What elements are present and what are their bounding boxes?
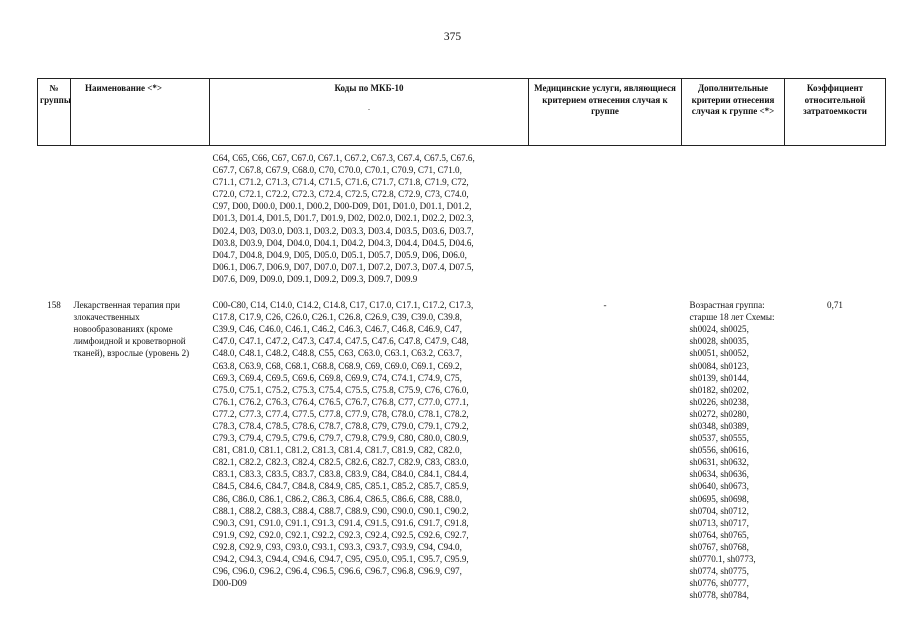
cell-icd-codes: C00-C80, C14, C14.0, C14.2, C14.8, C17, C17.0, C17.1, C17.2, C17.3, C17.8, C17.9, C26, C26.0, C26.1, C26.8, C26.9, C39, C39.0, C39.8, C39.9, C46, C46.0, C46.1, C46.2, C46.3, C46.7, C46.8, C46.9, C47, C47.0, C47.1, C47.2, C47.3, C47.4, C47.5, C47.6, C47.8, C47.9, C48, C48.0, C48.1, C48.2, C48.8, C55, C63, C63.0, C63.1, C63.2, C63.7, C63.8, C63.9, C68, C68.1, C68.8, C68.9, C69, C69.0, C69.1, C69.2, C69.3, C69.4, C69.5, C69.6, C69.8, C69.9, C74, C74.1, C74.9, C75, C75.0, C75.1, C75.2, C75.3, C75.4, C75.5, C75.8, C75.9, C76, C76.0, C76.1, C76.2, C76.3, C76.4, C76.5, C76.7, C76.8, C77, C77.0, C77.1, C77.2, C77.3, C77.4, C77.5, C77.8, C77.9, C78, C78.0, C78.1, C78.2, C78.3, C78.4, C78.5, C78.6, C78.7, C78.8, C79, C79.0, C79.1, C79.2, C79.3, C79.4, C79.5, C79.6, C79.7, C79.8, C79.9, C80, C80.0, C80.9, C81, C81.0, C81.1, C81.2, C81.3, C81.4, C81.7, C81.9, C82, C82.0, C82.1, C82.2, C82.3, C82.4, C82.5, C82.6, C82.7, C82.9, C83, C83.0, C83.1, C83.3, C83.5, C83.7, C83.8, C83.9, C84, C84.0, C84.1, C84.4, C84.5, C84.6, C84.7, C84.8, C84.9, C85, C85.1, C85.2, C85.7, C85.9, C86, C86.0, C86.1, C86.2, C86.3, C86.4, C86.5, C86.6, C88, C88.0, C88.1, C88.2, C88.3, C88.4, C88.7, C88.9, C90, C90.0, C90.1, C90.2, C90.3, C91, C91.0, C91.1, C91.3, C91.4, C91.5, C91.6, C91.7, C91.8, C91.9, C92, C92.0, C92.1, C92.2, C92.3, C92.4, C92.5, C92.6, C92.7, C92.8, C92.9, C93, C93.0, C93.1, C93.3, C93.7, C93.9, C94, C94.0, C94.2, C94.3, C94.4, C94.6, C94.7, C95, C95.0, C95.1, C95.7, C95.9, C96, C96.0, C96.2, C96.4, C96.5, C96.6, C96.7, C96.8, C96.9, C97, D00-D09: [212, 300, 474, 589]
header-services: Медицинские услуги, являющиеся критерием отнесения случая к группе: [529, 79, 682, 146]
cell-empty: [38, 146, 71, 300]
cell-criteria: Возрастная группа: старше 18 лет Схемы: sh0024, sh0025, sh0028, sh0035, sh0051, sh0052, sh0084, sh0123, sh0139, sh0144, sh0182, sh0202, sh0226, sh0238, sh0272, sh0280, sh0348, sh0389, sh0537, sh0555, sh0556, sh0616, sh0631, sh0632, sh0634, sh0636, sh0640, sh0673, sh0695, sh0698, sh0704, sh0712, sh0713, sh0717, sh0764, sh0765, sh0767, sh0768, sh0770.1, sh0773, sh0774, sh0775, sh0776, sh0777, sh0778, sh0784,: [689, 300, 775, 601]
cell-empty: [785, 146, 886, 300]
page-number: 375: [443, 31, 462, 43]
tariff-groups-table: [37, 78, 886, 601]
cell-empty: [71, 146, 210, 300]
table-header-row: [38, 79, 886, 146]
table-row-continuation: [38, 146, 886, 300]
header-codes-mark: -: [368, 106, 370, 113]
cell-empty: [529, 146, 682, 300]
cell-services: -: [603, 300, 607, 311]
cell-group-number: 158: [47, 300, 61, 311]
header-criteria: Дополнительные критерии отнесения случая к группе <*>: [682, 79, 785, 146]
cell-group-name: Лекарственная терапия при злокачественных новообразованиях (кроме лимфоидной и кроветворной тканей), взрослые (уровень 2): [73, 300, 190, 359]
header-name: Наименование <*>: [71, 79, 210, 146]
header-codes-label: Коды по МКБ-10: [334, 83, 404, 93]
header-group-number: № группы: [38, 79, 71, 146]
table-row-158: [38, 299, 886, 601]
header-codes: [210, 79, 529, 146]
header-coefficient: Коэффициент относительной затратоемкости: [785, 79, 886, 146]
cell-empty: [682, 146, 785, 300]
cell-coefficient: 0,71: [827, 300, 843, 311]
cell-continuation-codes: C64, C65, C66, C67, C67.0, C67.1, C67.2, C67.3, C67.4, C67.5, C67.6, C67.7, C67.8, C67.9, C68.0, C70, C70.0, C70.1, C70.9, C71, C71.0, C71.1, C71.2, C71.3, C71.4, C71.5, C71.6, C71.7, C71.8, C71.9, C72, C72.0, C72.1, C72.2, C72.3, C72.4, C72.5, C72.8, C72.9, C73, C74.0, C97, D00, D00.0, D00.1, D00.2, D00-D09, D01, D01.0, D01.1, D01.2, D01.3, D01.4, D01.5, D01.7, D01.9, D02, D02.0, D02.1, D02.2, D02.3, D02.4, D03, D03.0, D03.1, D03.2, D03.3, D03.4, D03.5, D03.6, D03.7, D03.8, D03.9, D04, D04.0, D04.1, D04.2, D04.3, D04.4, D04.5, D04.6, D04.7, D04.8, D04.9, D05, D05.0, D05.1, D05.7, D05.9, D06, D06.0, D06.1, D06.7, D06.9, D07, D07.0, D07.1, D07.2, D07.3, D07.4, D07.5, D07.6, D09, D09.0, D09.1, D09.2, D09.3, D09.7, D09.9: [212, 153, 475, 284]
